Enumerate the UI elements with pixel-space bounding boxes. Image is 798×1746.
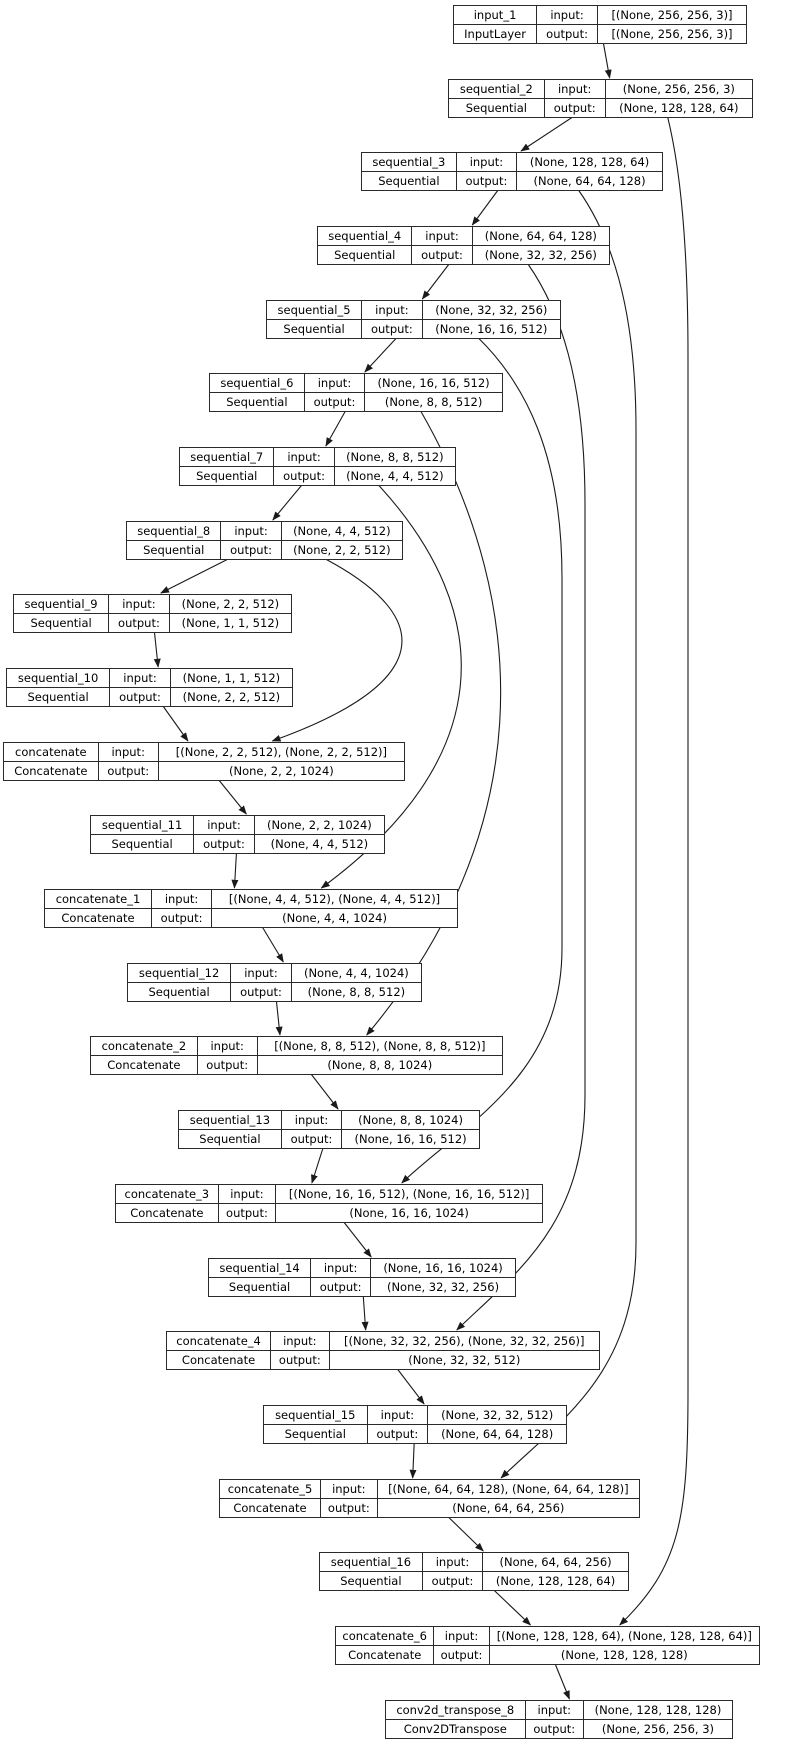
layer-node-sequential_10 — [6, 668, 293, 707]
layer-class: Sequential — [267, 320, 362, 339]
layer-node-concatenate_5 — [219, 1479, 640, 1518]
layer-class: Sequential — [320, 1572, 423, 1591]
input-label: input: — [434, 1627, 489, 1646]
input-shape: (None, 2, 2, 1024) — [254, 816, 384, 835]
input-label: input: — [304, 374, 364, 393]
edge-sequential_10-to-concatenate — [163, 706, 188, 741]
input-label: input: — [152, 890, 212, 909]
input-shape: (None, 256, 256, 3) — [605, 80, 752, 99]
layer-class: Sequential — [91, 835, 194, 854]
layer-class: Sequential — [14, 614, 109, 633]
input-label: input: — [274, 448, 334, 467]
layer-class: Concatenate — [91, 1056, 198, 1075]
edge-sequential_2-to-concatenate_6 — [620, 117, 688, 1625]
layer-class: Sequential — [318, 246, 412, 265]
layer-name: sequential_10 — [7, 669, 110, 688]
input-shape: [(None, 128, 128, 64), (None, 128, 128, 64)] — [489, 1627, 759, 1646]
output-label: output: — [412, 246, 472, 265]
layer-name: sequential_5 — [267, 301, 362, 320]
input-shape: (None, 2, 2, 512) — [169, 595, 291, 614]
layer-name: concatenate_3 — [116, 1185, 219, 1204]
input-label: input: — [218, 1185, 276, 1204]
output-shape: (None, 32, 32, 512) — [329, 1351, 599, 1370]
input-label: input: — [98, 743, 158, 762]
layer-node-sequential_15 — [263, 1405, 567, 1444]
layer-node-sequential_8 — [126, 521, 403, 560]
layer-name: input_1 — [454, 6, 537, 25]
input-shape: [(None, 256, 256, 3)] — [598, 6, 747, 25]
input-label: input: — [109, 595, 170, 614]
layer-name: sequential_9 — [14, 595, 109, 614]
input-label: input: — [544, 80, 605, 99]
output-label: output: — [544, 99, 605, 118]
layer-class: Sequential — [127, 541, 221, 560]
input-shape: [(None, 2, 2, 512), (None, 2, 2, 512)] — [158, 743, 404, 762]
layer-name: sequential_4 — [318, 227, 412, 246]
input-shape: [(None, 4, 4, 512), (None, 4, 4, 512)] — [212, 890, 458, 909]
edge-sequential_6-to-sequential_7 — [326, 411, 346, 446]
edge-sequential_12-to-concatenate_2 — [276, 1001, 280, 1035]
layer-node-sequential_14 — [208, 1258, 516, 1297]
edge-input_1-to-sequential_2 — [603, 43, 609, 78]
layer-class: Concatenate — [116, 1204, 219, 1223]
layer-class: Sequential — [264, 1425, 368, 1444]
layer-class: Sequential — [7, 688, 110, 707]
output-label: output: — [304, 393, 364, 412]
input-shape: [(None, 16, 16, 512), (None, 16, 16, 512)] — [276, 1185, 543, 1204]
output-shape: (None, 4, 4, 1024) — [212, 909, 458, 928]
input-label: input: — [311, 1259, 371, 1278]
output-label: output: — [231, 983, 292, 1002]
output-label: output: — [197, 1056, 257, 1075]
input-label: input: — [197, 1037, 257, 1056]
layer-class: Concatenate — [336, 1646, 434, 1665]
edge-concatenate_1-to-sequential_12 — [262, 927, 283, 962]
input-shape: (None, 4, 4, 1024) — [291, 964, 421, 983]
edge-sequential_9-to-sequential_10 — [154, 632, 158, 667]
layer-class: Concatenate — [4, 762, 99, 781]
output-label: output: — [434, 1646, 489, 1665]
output-shape: (None, 128, 128, 64) — [483, 1572, 629, 1591]
layer-node-sequential_9 — [13, 594, 292, 633]
layer-name: concatenate_4 — [167, 1332, 271, 1351]
layer-node-sequential_3 — [361, 152, 663, 191]
layer-class: Concatenate — [167, 1351, 271, 1370]
edge-sequential_4-to-concatenate_4 — [457, 264, 585, 1330]
input-shape: (None, 128, 128, 128) — [583, 1701, 732, 1720]
output-label: output: — [362, 320, 423, 339]
input-label: input: — [367, 1406, 428, 1425]
output-label: output: — [456, 172, 516, 191]
layer-node-sequential_6 — [209, 373, 503, 412]
output-label: output: — [194, 835, 255, 854]
layer-node-concatenate_6 — [335, 1626, 760, 1665]
edge-sequential_3-to-sequential_4 — [472, 190, 498, 225]
edge-sequential_11-to-concatenate_1 — [234, 853, 236, 888]
layer-name: sequential_6 — [210, 374, 305, 393]
layer-node-concatenate — [3, 742, 405, 781]
edge-concatenate_3-to-sequential_14 — [344, 1222, 371, 1257]
edge-concatenate_5-to-sequential_16 — [448, 1517, 483, 1551]
input-label: input: — [422, 1553, 482, 1572]
output-label: output: — [98, 762, 158, 781]
layer-name: concatenate_1 — [45, 890, 152, 909]
output-shape: (None, 64, 64, 128) — [428, 1425, 567, 1444]
output-shape: (None, 8, 8, 512) — [365, 393, 503, 412]
output-label: output: — [271, 1351, 329, 1370]
input-shape: [(None, 8, 8, 512), (None, 8, 8, 512)] — [257, 1037, 502, 1056]
output-label: output: — [320, 1499, 377, 1518]
layer-class: Sequential — [449, 99, 545, 118]
input-shape: [(None, 32, 32, 256), (None, 32, 32, 256)] — [329, 1332, 599, 1351]
output-shape: (None, 256, 256, 3) — [583, 1720, 732, 1739]
layer-name: concatenate_5 — [220, 1480, 321, 1499]
input-label: input: — [525, 1701, 583, 1720]
edge-sequential_4-to-sequential_5 — [422, 264, 449, 299]
layer-class: Sequential — [180, 467, 274, 486]
input-label: input: — [412, 227, 472, 246]
edge-sequential_3-to-concatenate_5 — [501, 190, 636, 1478]
layer-node-sequential_12 — [127, 963, 422, 1002]
edge-sequential_8-to-concatenate — [272, 559, 402, 741]
output-label: output: — [537, 25, 598, 44]
layer-node-concatenate_3 — [115, 1184, 543, 1223]
output-shape: (None, 2, 2, 512) — [170, 688, 292, 707]
input-shape: (None, 32, 32, 512) — [428, 1406, 567, 1425]
edge-sequential_6-to-concatenate_2 — [367, 411, 501, 1035]
output-shape: (None, 2, 2, 512) — [281, 541, 402, 560]
output-shape: (None, 8, 8, 512) — [291, 983, 421, 1002]
input-label: input: — [320, 1480, 377, 1499]
layer-class: Concatenate — [220, 1499, 321, 1518]
input-label: input: — [221, 522, 281, 541]
layer-node-sequential_7 — [179, 447, 456, 486]
input-shape: (None, 16, 16, 1024) — [371, 1259, 516, 1278]
layer-name: sequential_3 — [362, 153, 457, 172]
edge-concatenate-to-sequential_11 — [219, 780, 247, 814]
output-shape: (None, 2, 2, 1024) — [158, 762, 404, 781]
layer-node-sequential_5 — [266, 300, 561, 339]
output-label: output: — [525, 1720, 583, 1739]
layer-node-sequential_11 — [90, 815, 385, 854]
layer-class: Sequential — [210, 393, 305, 412]
input-shape: (None, 64, 64, 256) — [483, 1553, 629, 1572]
edge-sequential_5-to-sequential_6 — [365, 338, 397, 372]
layer-node-sequential_16 — [319, 1552, 629, 1591]
edge-concatenate_4-to-sequential_15 — [397, 1369, 424, 1404]
edge-sequential_13-to-concatenate_3 — [312, 1148, 323, 1183]
edge-sequential_15-to-concatenate_5 — [413, 1443, 415, 1478]
layer-node-concatenate_2 — [90, 1036, 503, 1075]
layer-name: sequential_15 — [264, 1406, 368, 1425]
input-label: input: — [110, 669, 171, 688]
input-shape: (None, 4, 4, 512) — [281, 522, 402, 541]
layer-class: Sequential — [362, 172, 457, 191]
input-shape: [(None, 64, 64, 128), (None, 64, 64, 128)] — [377, 1480, 639, 1499]
edge-sequential_2-to-sequential_3 — [521, 117, 573, 151]
output-label: output: — [110, 688, 171, 707]
output-shape: (None, 64, 64, 256) — [377, 1499, 639, 1518]
output-label: output: — [281, 1130, 341, 1149]
layer-class: Concatenate — [45, 909, 152, 928]
layer-name: conv2d_transpose_8 — [386, 1701, 526, 1720]
edge-sequential_14-to-concatenate_4 — [363, 1296, 365, 1330]
edge-sequential_8-to-sequential_9 — [161, 559, 228, 593]
input-shape: (None, 32, 32, 256) — [422, 301, 560, 320]
input-label: input: — [362, 301, 423, 320]
layer-class: Sequential — [209, 1278, 311, 1297]
output-label: output: — [221, 541, 281, 560]
output-shape: (None, 64, 64, 128) — [517, 172, 663, 191]
layer-node-sequential_4 — [317, 226, 610, 265]
output-shape: [(None, 256, 256, 3)] — [598, 25, 747, 44]
output-shape: (None, 32, 32, 256) — [472, 246, 609, 265]
output-label: output: — [311, 1278, 371, 1297]
layer-name: sequential_7 — [180, 448, 274, 467]
input-label: input: — [194, 816, 255, 835]
input-shape: (None, 8, 8, 512) — [334, 448, 455, 467]
layer-node-concatenate_1 — [44, 889, 458, 928]
layer-class: Conv2DTranspose — [386, 1720, 526, 1739]
input-label: input: — [456, 153, 516, 172]
layer-name: concatenate_6 — [336, 1627, 434, 1646]
layer-name: sequential_11 — [91, 816, 194, 835]
input-shape: (None, 64, 64, 128) — [472, 227, 609, 246]
layer-node-sequential_13 — [178, 1110, 480, 1149]
layer-name: concatenate — [4, 743, 99, 762]
output-label: output: — [152, 909, 212, 928]
input-label: input: — [271, 1332, 329, 1351]
edge-sequential_16-to-concatenate_6 — [494, 1590, 531, 1625]
layer-name: sequential_8 — [127, 522, 221, 541]
input-shape: (None, 1, 1, 512) — [170, 669, 292, 688]
output-label: output: — [274, 467, 334, 486]
layer-node-sequential_2 — [448, 79, 753, 118]
output-shape: (None, 16, 16, 1024) — [276, 1204, 543, 1223]
layer-name: sequential_12 — [128, 964, 231, 983]
output-label: output: — [218, 1204, 276, 1223]
input-label: input: — [281, 1111, 341, 1130]
input-shape: (None, 128, 128, 64) — [517, 153, 663, 172]
output-shape: (None, 8, 8, 1024) — [257, 1056, 502, 1075]
output-shape: (None, 4, 4, 512) — [254, 835, 384, 854]
edge-sequential_7-to-sequential_8 — [273, 485, 302, 520]
layer-name: sequential_13 — [179, 1111, 282, 1130]
input-shape: (None, 8, 8, 1024) — [342, 1111, 480, 1130]
output-shape: (None, 128, 128, 128) — [489, 1646, 759, 1665]
layer-node-concatenate_4 — [166, 1331, 600, 1370]
layer-node-input_1 — [453, 5, 747, 44]
layer-name: sequential_2 — [449, 80, 545, 99]
output-shape: (None, 32, 32, 256) — [371, 1278, 516, 1297]
input-label: input: — [537, 6, 598, 25]
layer-class: InputLayer — [454, 25, 537, 44]
layer-class: Sequential — [128, 983, 231, 1002]
output-label: output: — [422, 1572, 482, 1591]
layer-node-conv2d_transpose_8 — [385, 1700, 733, 1739]
output-shape: (None, 128, 128, 64) — [605, 99, 752, 118]
input-label: input: — [231, 964, 292, 983]
output-shape: (None, 4, 4, 512) — [334, 467, 455, 486]
edge-concatenate_2-to-sequential_13 — [311, 1074, 338, 1109]
layer-name: sequential_14 — [209, 1259, 311, 1278]
input-shape: (None, 16, 16, 512) — [365, 374, 503, 393]
layer-name: concatenate_2 — [91, 1037, 198, 1056]
output-label: output: — [367, 1425, 428, 1444]
output-shape: (None, 1, 1, 512) — [169, 614, 291, 633]
layer-class: Sequential — [179, 1130, 282, 1149]
output-shape: (None, 16, 16, 512) — [422, 320, 560, 339]
output-shape: (None, 16, 16, 512) — [342, 1130, 480, 1149]
layer-name: sequential_16 — [320, 1553, 423, 1572]
edge-concatenate_6-to-conv2d_transpose_8 — [555, 1664, 569, 1699]
output-label: output: — [109, 614, 170, 633]
